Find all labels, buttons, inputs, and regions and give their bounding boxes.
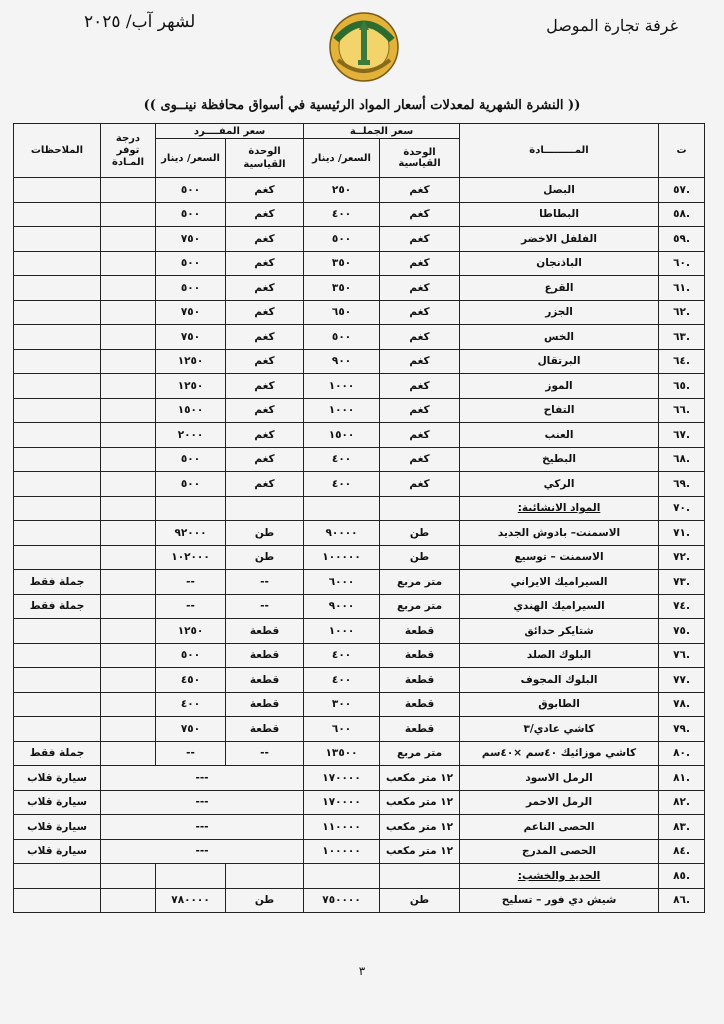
row-index: .٧٠ xyxy=(659,496,705,521)
cell-retail-merged: --- xyxy=(101,815,304,840)
material-name: الفلفل الاخضر xyxy=(460,227,659,252)
row-index: .٦٥ xyxy=(659,374,705,399)
cell-wholesale-price: ٣٠٠ xyxy=(304,692,380,717)
cell-notes xyxy=(14,202,101,227)
table-row xyxy=(14,349,705,374)
row-index: .٨٣ xyxy=(659,815,705,840)
row-index: .٨٢ xyxy=(659,790,705,815)
row-index: .٥٨ xyxy=(659,202,705,227)
cell-retail-price: ١٥٠٠ xyxy=(156,398,226,423)
row-index: .٦٩ xyxy=(659,472,705,497)
material-name: الاسمنت – توسيع xyxy=(460,545,659,570)
material-name: السيراميك الايراني xyxy=(460,570,659,595)
material-name: البلوك المجوف xyxy=(460,668,659,693)
cell-wholesale-unit: كغم xyxy=(380,300,460,325)
price-table xyxy=(13,123,705,913)
cell-wholesale-unit: طن xyxy=(380,888,460,913)
col-wholesale-unit: الوحدة القياسية xyxy=(380,139,460,178)
cell-availability xyxy=(101,202,156,227)
cell-retail-unit: كغم xyxy=(226,423,304,448)
page-number: ٣ xyxy=(358,964,366,978)
cell-availability xyxy=(101,447,156,472)
cell-wholesale-unit: طن xyxy=(380,545,460,570)
cell-notes xyxy=(14,398,101,423)
cell-wholesale-unit: ١٢ متر مكعب xyxy=(380,839,460,864)
table-row xyxy=(14,398,705,423)
cell-wholesale-price: ٩٠٠ xyxy=(304,349,380,374)
cell-notes: جملة فقط xyxy=(14,741,101,766)
cell-wholesale-price: ٦٥٠ xyxy=(304,300,380,325)
col-notes: الملاحظات xyxy=(14,124,101,178)
cell-availability xyxy=(101,178,156,203)
cell-retail-unit: كغم xyxy=(226,276,304,301)
cell-retail-unit: طن xyxy=(226,888,304,913)
cell-notes xyxy=(14,888,101,913)
row-index: .٦٤ xyxy=(659,349,705,374)
cell-retail-unit: كغم xyxy=(226,202,304,227)
cell-retail-price: ١٠٢٠٠٠ xyxy=(156,545,226,570)
cell-retail-unit: كغم xyxy=(226,447,304,472)
row-index: .٨٠ xyxy=(659,741,705,766)
col-retail-price: السعر/ دينار xyxy=(156,139,226,178)
cell-wholesale-unit xyxy=(380,864,460,889)
table-row xyxy=(14,815,705,840)
cell-wholesale-price: ٤٠٠ xyxy=(304,202,380,227)
cell-wholesale-price: ١١٠٠٠٠ xyxy=(304,815,380,840)
table-row xyxy=(14,227,705,252)
material-name: شيش دي فور – تسليح xyxy=(460,888,659,913)
material-name: الموز xyxy=(460,374,659,399)
cell-wholesale-price: ٥٠٠ xyxy=(304,227,380,252)
cell-retail-price: ٤٥٠ xyxy=(156,668,226,693)
cell-retail-price: ١٢٥٠ xyxy=(156,349,226,374)
cell-wholesale-price: ١٠٠٠ xyxy=(304,398,380,423)
row-index: .٥٩ xyxy=(659,227,705,252)
table-row xyxy=(14,864,705,889)
cell-retail-price xyxy=(156,496,226,521)
cell-notes xyxy=(14,496,101,521)
cell-notes: سيارة قلاب xyxy=(14,815,101,840)
cell-availability xyxy=(101,251,156,276)
cell-notes xyxy=(14,251,101,276)
cell-notes xyxy=(14,619,101,644)
row-index: .٦٧ xyxy=(659,423,705,448)
cell-retail-unit: كغم xyxy=(226,472,304,497)
material-name: الجزر xyxy=(460,300,659,325)
col-wholesale-price: السعر/ دينار xyxy=(304,139,380,178)
table-row xyxy=(14,790,705,815)
cell-retail-price: ٥٠٠ xyxy=(156,447,226,472)
material-name: البطاطا xyxy=(460,202,659,227)
cell-notes xyxy=(14,643,101,668)
cell-retail-unit: قطعة xyxy=(226,717,304,742)
cell-wholesale-price: ١٠٠٠ xyxy=(304,374,380,399)
cell-wholesale-unit: كغم xyxy=(380,447,460,472)
table-row xyxy=(14,496,705,521)
row-index: .٧٣ xyxy=(659,570,705,595)
cell-wholesale-price: ٧٥٠٠٠٠ xyxy=(304,888,380,913)
row-index: .٦٢ xyxy=(659,300,705,325)
cell-notes xyxy=(14,864,101,889)
cell-wholesale-unit: كغم xyxy=(380,423,460,448)
material-name: الحصى الناعم xyxy=(460,815,659,840)
cell-notes xyxy=(14,276,101,301)
cell-retail-unit xyxy=(226,496,304,521)
row-index: .٧٨ xyxy=(659,692,705,717)
cell-availability xyxy=(101,668,156,693)
cell-availability xyxy=(101,325,156,350)
cell-retail-unit: كغم xyxy=(226,300,304,325)
table-row xyxy=(14,741,705,766)
row-index: .٦٠ xyxy=(659,251,705,276)
cell-availability xyxy=(101,374,156,399)
cell-wholesale-unit: ١٢ متر مكعب xyxy=(380,766,460,791)
cell-wholesale-price: ٩٠٠٠ xyxy=(304,594,380,619)
cell-retail-unit: قطعة xyxy=(226,668,304,693)
cell-notes xyxy=(14,349,101,374)
cell-retail-unit: كغم xyxy=(226,374,304,399)
table-row xyxy=(14,521,705,546)
cell-notes xyxy=(14,545,101,570)
table-body xyxy=(14,178,705,913)
row-index: .٧٩ xyxy=(659,717,705,742)
row-index: .٥٧ xyxy=(659,178,705,203)
cell-availability xyxy=(101,472,156,497)
cell-wholesale-price: ٩٠٠٠٠ xyxy=(304,521,380,546)
cell-retail-unit: كغم xyxy=(226,398,304,423)
cell-retail-unit: -- xyxy=(226,570,304,595)
cell-retail-unit: كغم xyxy=(226,178,304,203)
cell-wholesale-price: ٣٥٠ xyxy=(304,251,380,276)
cell-wholesale-price: ١٥٠٠ xyxy=(304,423,380,448)
material-name: العنب xyxy=(460,423,659,448)
cell-wholesale-price: ١٠٠٠٠٠ xyxy=(304,545,380,570)
material-name: الاسمنت– بادوش الجديد xyxy=(460,521,659,546)
cell-notes xyxy=(14,325,101,350)
row-index: .٧٤ xyxy=(659,594,705,619)
cell-availability xyxy=(101,594,156,619)
cell-retail-unit: كغم xyxy=(226,349,304,374)
col-retail-unit: الوحدة القياسية xyxy=(226,139,304,178)
table-row xyxy=(14,178,705,203)
material-name: الحصى المدرج xyxy=(460,839,659,864)
table-row xyxy=(14,594,705,619)
table-row xyxy=(14,766,705,791)
cell-wholesale-price: ٤٠٠ xyxy=(304,643,380,668)
cell-retail-price: ١٢٥٠ xyxy=(156,619,226,644)
cell-notes xyxy=(14,300,101,325)
cell-retail-merged: --- xyxy=(101,839,304,864)
table-row xyxy=(14,423,705,448)
cell-notes: سيارة قلاب xyxy=(14,790,101,815)
cell-retail-price: ٥٠٠ xyxy=(156,472,226,497)
material-name: الرمل الاسود xyxy=(460,766,659,791)
table-row xyxy=(14,202,705,227)
cell-availability xyxy=(101,692,156,717)
table-row xyxy=(14,692,705,717)
cell-wholesale-unit: قطعة xyxy=(380,692,460,717)
cell-wholesale-price: ٢٥٠ xyxy=(304,178,380,203)
cell-retail-unit: قطعة xyxy=(226,692,304,717)
col-index: ت xyxy=(659,124,705,178)
cell-availability xyxy=(101,619,156,644)
cell-wholesale-price: ١٧٠٠٠٠ xyxy=(304,790,380,815)
material-name: البلوك الصلد xyxy=(460,643,659,668)
col-wholesale: سعر الجملــة xyxy=(304,124,460,139)
table-row xyxy=(14,325,705,350)
row-index: .٧٧ xyxy=(659,668,705,693)
material-name: البرتقال xyxy=(460,349,659,374)
table-row xyxy=(14,472,705,497)
cell-wholesale-price: ٦٠٠٠ xyxy=(304,570,380,595)
table-row xyxy=(14,276,705,301)
cell-notes: جملة فقط xyxy=(14,594,101,619)
cell-retail-unit: كغم xyxy=(226,251,304,276)
material-name: كاشي عادي/٣ xyxy=(460,717,659,742)
cell-retail-price: -- xyxy=(156,741,226,766)
material-name: الخس xyxy=(460,325,659,350)
cell-wholesale-unit: طن xyxy=(380,521,460,546)
cell-wholesale-price: ٤٠٠ xyxy=(304,472,380,497)
cell-wholesale-unit: كغم xyxy=(380,227,460,252)
cell-notes xyxy=(14,692,101,717)
cell-retail-merged: --- xyxy=(101,766,304,791)
row-index: .٧٢ xyxy=(659,545,705,570)
cell-wholesale-unit: كغم xyxy=(380,202,460,227)
cell-notes: سيارة قلاب xyxy=(14,766,101,791)
cell-availability xyxy=(101,545,156,570)
table-row xyxy=(14,717,705,742)
cell-retail-price: ٥٠٠ xyxy=(156,643,226,668)
material-name: الرمل الاحمر xyxy=(460,790,659,815)
cell-wholesale-unit: متر مربع xyxy=(380,741,460,766)
cell-retail-unit: طن xyxy=(226,545,304,570)
cell-notes xyxy=(14,227,101,252)
cell-wholesale-unit: كغم xyxy=(380,349,460,374)
cell-availability xyxy=(101,717,156,742)
cell-wholesale-unit: كغم xyxy=(380,325,460,350)
cell-notes xyxy=(14,717,101,742)
cell-retail-unit: كغم xyxy=(226,227,304,252)
table-row xyxy=(14,374,705,399)
cell-wholesale-unit: كغم xyxy=(380,398,460,423)
cell-wholesale-price: ١٠٠٠٠٠ xyxy=(304,839,380,864)
cell-wholesale-unit: متر مربع xyxy=(380,570,460,595)
cell-retail-price: ٧٥٠ xyxy=(156,717,226,742)
cell-retail-unit: -- xyxy=(226,741,304,766)
cell-wholesale-price: ٣٥٠ xyxy=(304,276,380,301)
cell-retail-price: ٥٠٠ xyxy=(156,202,226,227)
material-name: القرع xyxy=(460,276,659,301)
cell-notes xyxy=(14,472,101,497)
material-name: الركي xyxy=(460,472,659,497)
cell-notes xyxy=(14,668,101,693)
cell-retail-price: ٢٠٠٠ xyxy=(156,423,226,448)
cell-wholesale-unit xyxy=(380,496,460,521)
section-heading: المواد الانشائية: xyxy=(460,496,659,521)
cell-availability xyxy=(101,864,156,889)
cell-availability xyxy=(101,349,156,374)
cell-availability xyxy=(101,398,156,423)
table-row xyxy=(14,668,705,693)
cell-availability xyxy=(101,888,156,913)
col-retail: سعر المفــــرد xyxy=(156,124,304,139)
row-index: .٧٦ xyxy=(659,643,705,668)
col-material: المـــــــــادة xyxy=(460,124,659,178)
cell-notes xyxy=(14,178,101,203)
cell-retail-merged: --- xyxy=(101,790,304,815)
cell-notes: سيارة قلاب xyxy=(14,839,101,864)
cell-wholesale-unit: قطعة xyxy=(380,619,460,644)
row-index: .٨٦ xyxy=(659,888,705,913)
cell-retail-unit xyxy=(226,864,304,889)
material-name: كاشي موزائيك ٤٠سم ×٤٠سم xyxy=(460,741,659,766)
cell-availability xyxy=(101,570,156,595)
material-name: البصل xyxy=(460,178,659,203)
cell-retail-unit: طن xyxy=(226,521,304,546)
cell-wholesale-unit: ١٢ متر مكعب xyxy=(380,790,460,815)
cell-notes xyxy=(14,447,101,472)
table-row xyxy=(14,888,705,913)
table-row xyxy=(14,839,705,864)
cell-wholesale-unit: كغم xyxy=(380,472,460,497)
cell-wholesale-unit: قطعة xyxy=(380,643,460,668)
cell-wholesale-price: ١٠٠٠ xyxy=(304,619,380,644)
cell-wholesale-unit: كغم xyxy=(380,276,460,301)
row-index: .٦٣ xyxy=(659,325,705,350)
table-row xyxy=(14,545,705,570)
month-label: لشهر آب/ ٢٠٢٥ xyxy=(84,12,196,32)
cell-retail-price: ٥٠٠ xyxy=(156,178,226,203)
cell-retail-price: ٥٠٠ xyxy=(156,276,226,301)
chamber-logo-icon xyxy=(328,10,400,84)
section-heading: الحديد والخشب: xyxy=(460,864,659,889)
cell-wholesale-price: ٦٠٠ xyxy=(304,717,380,742)
table-row xyxy=(14,643,705,668)
cell-wholesale-unit: كغم xyxy=(380,374,460,399)
cell-wholesale-price: ١٣٥٠٠ xyxy=(304,741,380,766)
material-name: السيراميك الهندي xyxy=(460,594,659,619)
material-name: شتايكر حدائق xyxy=(460,619,659,644)
material-name: الطابوق xyxy=(460,692,659,717)
row-index: .٦١ xyxy=(659,276,705,301)
row-index: .٨٥ xyxy=(659,864,705,889)
cell-retail-unit: قطعة xyxy=(226,619,304,644)
cell-retail-price: ١٢٥٠ xyxy=(156,374,226,399)
cell-availability xyxy=(101,227,156,252)
cell-notes xyxy=(14,521,101,546)
cell-retail-price: ٧٥٠ xyxy=(156,325,226,350)
row-index: .٧٥ xyxy=(659,619,705,644)
cell-availability xyxy=(101,496,156,521)
cell-availability xyxy=(101,741,156,766)
cell-retail-price: ٩٢٠٠٠ xyxy=(156,521,226,546)
cell-wholesale-price: ٤٠٠ xyxy=(304,447,380,472)
cell-wholesale-unit: ١٢ متر مكعب xyxy=(380,815,460,840)
row-index: .٨١ xyxy=(659,766,705,791)
cell-availability xyxy=(101,300,156,325)
row-index: .٦٨ xyxy=(659,447,705,472)
cell-retail-unit: قطعة xyxy=(226,643,304,668)
cell-retail-price: ٤٠٠ xyxy=(156,692,226,717)
cell-notes: جملة فقط xyxy=(14,570,101,595)
cell-availability xyxy=(101,423,156,448)
row-index: .٦٦ xyxy=(659,398,705,423)
material-name: التفاح xyxy=(460,398,659,423)
col-availability: درجة توفر المـادة xyxy=(101,124,156,178)
table-row xyxy=(14,447,705,472)
table-row xyxy=(14,251,705,276)
material-name: البطيخ xyxy=(460,447,659,472)
chamber-name: غرفة تجارة الموصل xyxy=(546,16,678,35)
row-index: .٧١ xyxy=(659,521,705,546)
material-name: الباذنجان xyxy=(460,251,659,276)
cell-wholesale-unit: كغم xyxy=(380,178,460,203)
cell-availability xyxy=(101,276,156,301)
row-index: .٨٤ xyxy=(659,839,705,864)
table-row xyxy=(14,570,705,595)
cell-wholesale-price: ٥٠٠ xyxy=(304,325,380,350)
cell-notes xyxy=(14,423,101,448)
cell-retail-price: -- xyxy=(156,594,226,619)
cell-wholesale-unit: كغم xyxy=(380,251,460,276)
cell-availability xyxy=(101,521,156,546)
table-row xyxy=(14,619,705,644)
bulletin-title: (( النشرة الشهرية لمعدلات أسعار المواد الرئيسية في أسواق محافظة نينــوى )) xyxy=(143,98,581,113)
cell-wholesale-price xyxy=(304,496,380,521)
cell-retail-price: ٧٥٠ xyxy=(156,300,226,325)
cell-wholesale-price: ٤٠٠ xyxy=(304,668,380,693)
cell-wholesale-unit: قطعة xyxy=(380,717,460,742)
cell-wholesale-unit: متر مربع xyxy=(380,594,460,619)
cell-retail-price: ٧٥٠ xyxy=(156,227,226,252)
cell-retail-unit: كغم xyxy=(226,325,304,350)
cell-retail-price: ٧٨٠٠٠٠ xyxy=(156,888,226,913)
cell-wholesale-price xyxy=(304,864,380,889)
cell-retail-price xyxy=(156,864,226,889)
cell-wholesale-unit: قطعة xyxy=(380,668,460,693)
table-row xyxy=(14,300,705,325)
cell-wholesale-price: ١٧٠٠٠٠ xyxy=(304,766,380,791)
cell-notes xyxy=(14,374,101,399)
cell-retail-price: -- xyxy=(156,570,226,595)
cell-retail-price: ٥٠٠ xyxy=(156,251,226,276)
cell-retail-unit: -- xyxy=(226,594,304,619)
cell-availability xyxy=(101,643,156,668)
